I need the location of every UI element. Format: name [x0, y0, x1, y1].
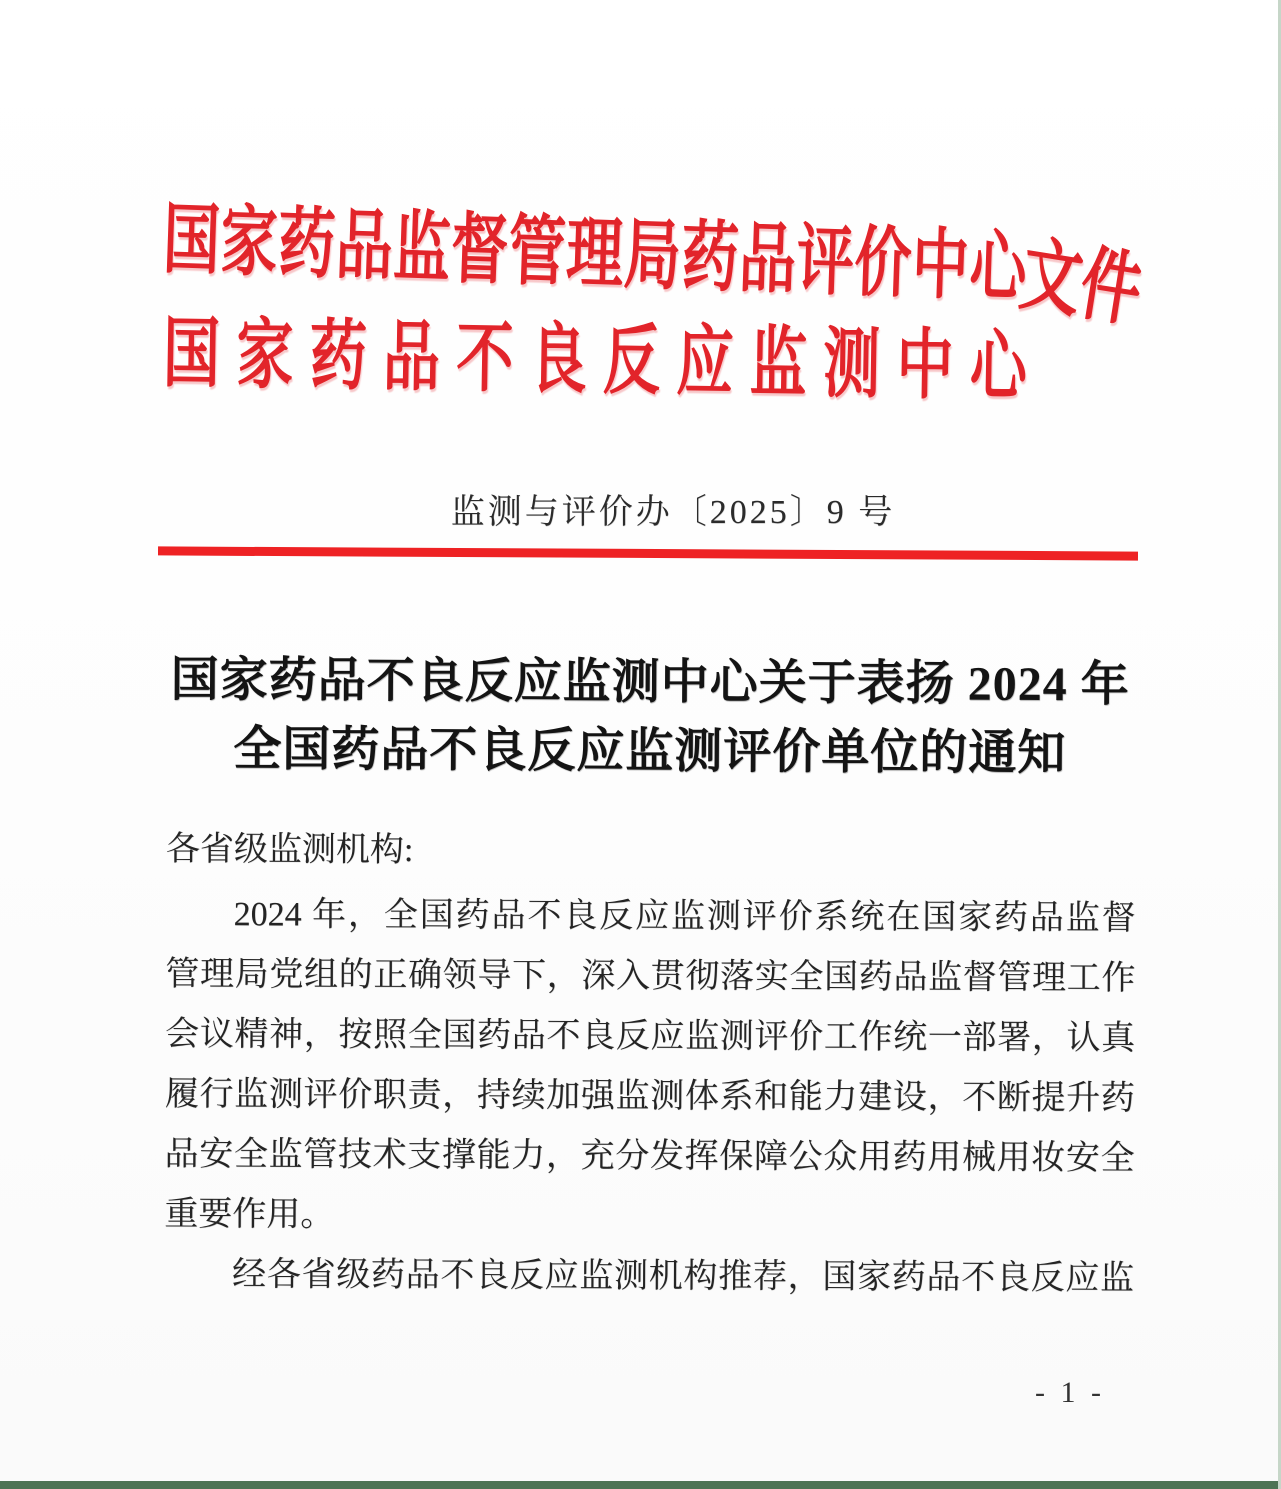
letterhead: [161, 194, 1028, 411]
title-line-2: 全国药品不良反应监测评价单位的通知: [233, 722, 1067, 781]
salutation: 各省级监测机构:: [165, 830, 414, 869]
body-line: 2024 年，全国药品不良反应监测评价系统在国家药品监督: [233, 896, 1136, 938]
body-line: 经各省级药品不良反应监测机构推荐，国家药品不良反应监: [231, 1256, 1135, 1298]
issuing-org-line-2: 国家药品不良反应监测中心: [162, 311, 1028, 411]
document-number: 监测与评价办〔2025〕9 号: [450, 494, 896, 531]
body-line: 管理局党组的正确领导下，深入贯彻落实全国药品监督管理工作: [165, 955, 1136, 998]
document-title: [150, 645, 1151, 788]
page-number: - 1 -: [1035, 1376, 1105, 1409]
document-body: [164, 820, 1136, 1309]
body-line: 品安全监管技术支撑能力，充分发挥保障公众用药用械用妆安全: [164, 1135, 1135, 1178]
body-line: 会议精神，按照全国药品不良反应监测评价工作统一部署，认真: [165, 1015, 1136, 1058]
red-divider-line: [158, 546, 1138, 560]
body-line: 履行监测评价职责，持续加强监测体系和能力建设，不断提升药: [164, 1075, 1135, 1118]
body-line: 重要作用。: [164, 1195, 335, 1234]
document-type-label: 文件: [1015, 229, 1148, 337]
issuing-org-line-1: 国家药品监督管理局药品评价中心: [161, 197, 1028, 312]
bottom-edge-strip: [0, 1481, 1281, 1489]
title-line-1: 国家药品不良反应监测中心关于表扬 2024 年: [170, 653, 1130, 712]
